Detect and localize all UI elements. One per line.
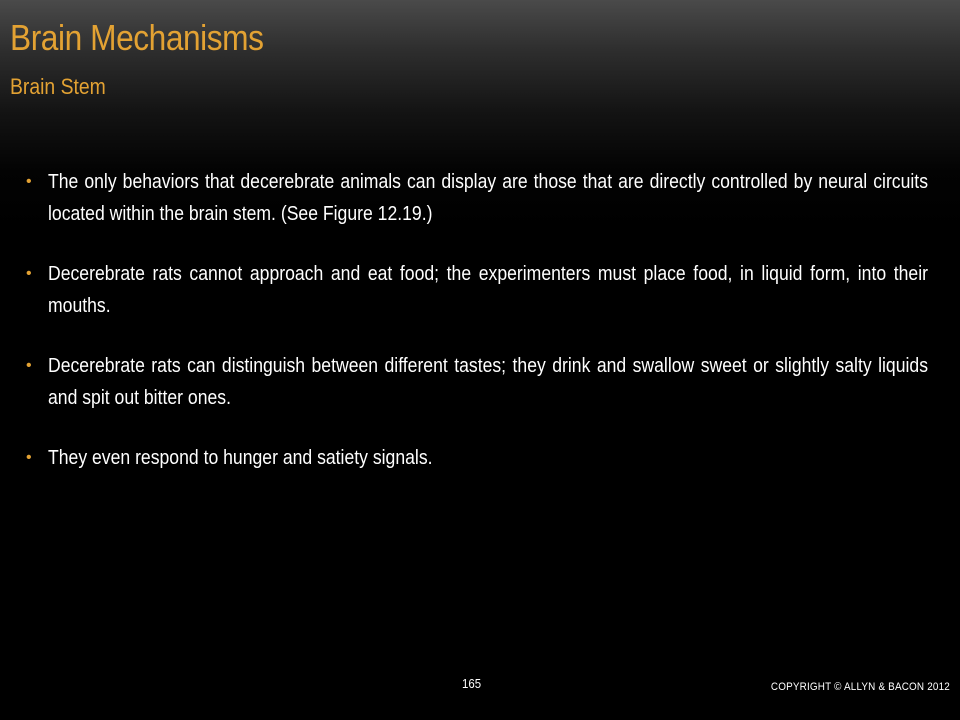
bullet-text: They even respond to hunger and satiety signals. [48,447,433,469]
slide-subtitle: Brain Stem [10,74,106,99]
bullet-item [28,258,928,322]
bullet-icon: • [26,265,32,282]
bullet-icon: • [26,173,32,190]
bullet-text: Decerebrate rats can distinguish between different tastes; they drink and swallow sweet or slightly salty liquids and spit out bitter ones. [48,355,928,409]
bullet-icon: • [26,357,32,374]
bullet-list [28,166,928,502]
copyright-notice: COPYRIGHT © ALLYN & BACON 2012 [770,681,950,693]
slide-title: Brain Mechanisms [10,17,264,58]
bullet-text: The only behaviors that decerebrate animals can display are those that are directly controlled by neural circuits located within the brain stem. (See Figure 12.19.) [48,171,928,225]
bullet-item [28,166,928,230]
page-number: 165 [462,676,482,691]
bullet-item [28,442,928,474]
bullet-item [28,350,928,414]
bullet-text: Decerebrate rats cannot approach and eat food; the experimenters must place food, in liquid form, into their mouths. [48,263,928,317]
bullet-icon: • [26,449,32,466]
